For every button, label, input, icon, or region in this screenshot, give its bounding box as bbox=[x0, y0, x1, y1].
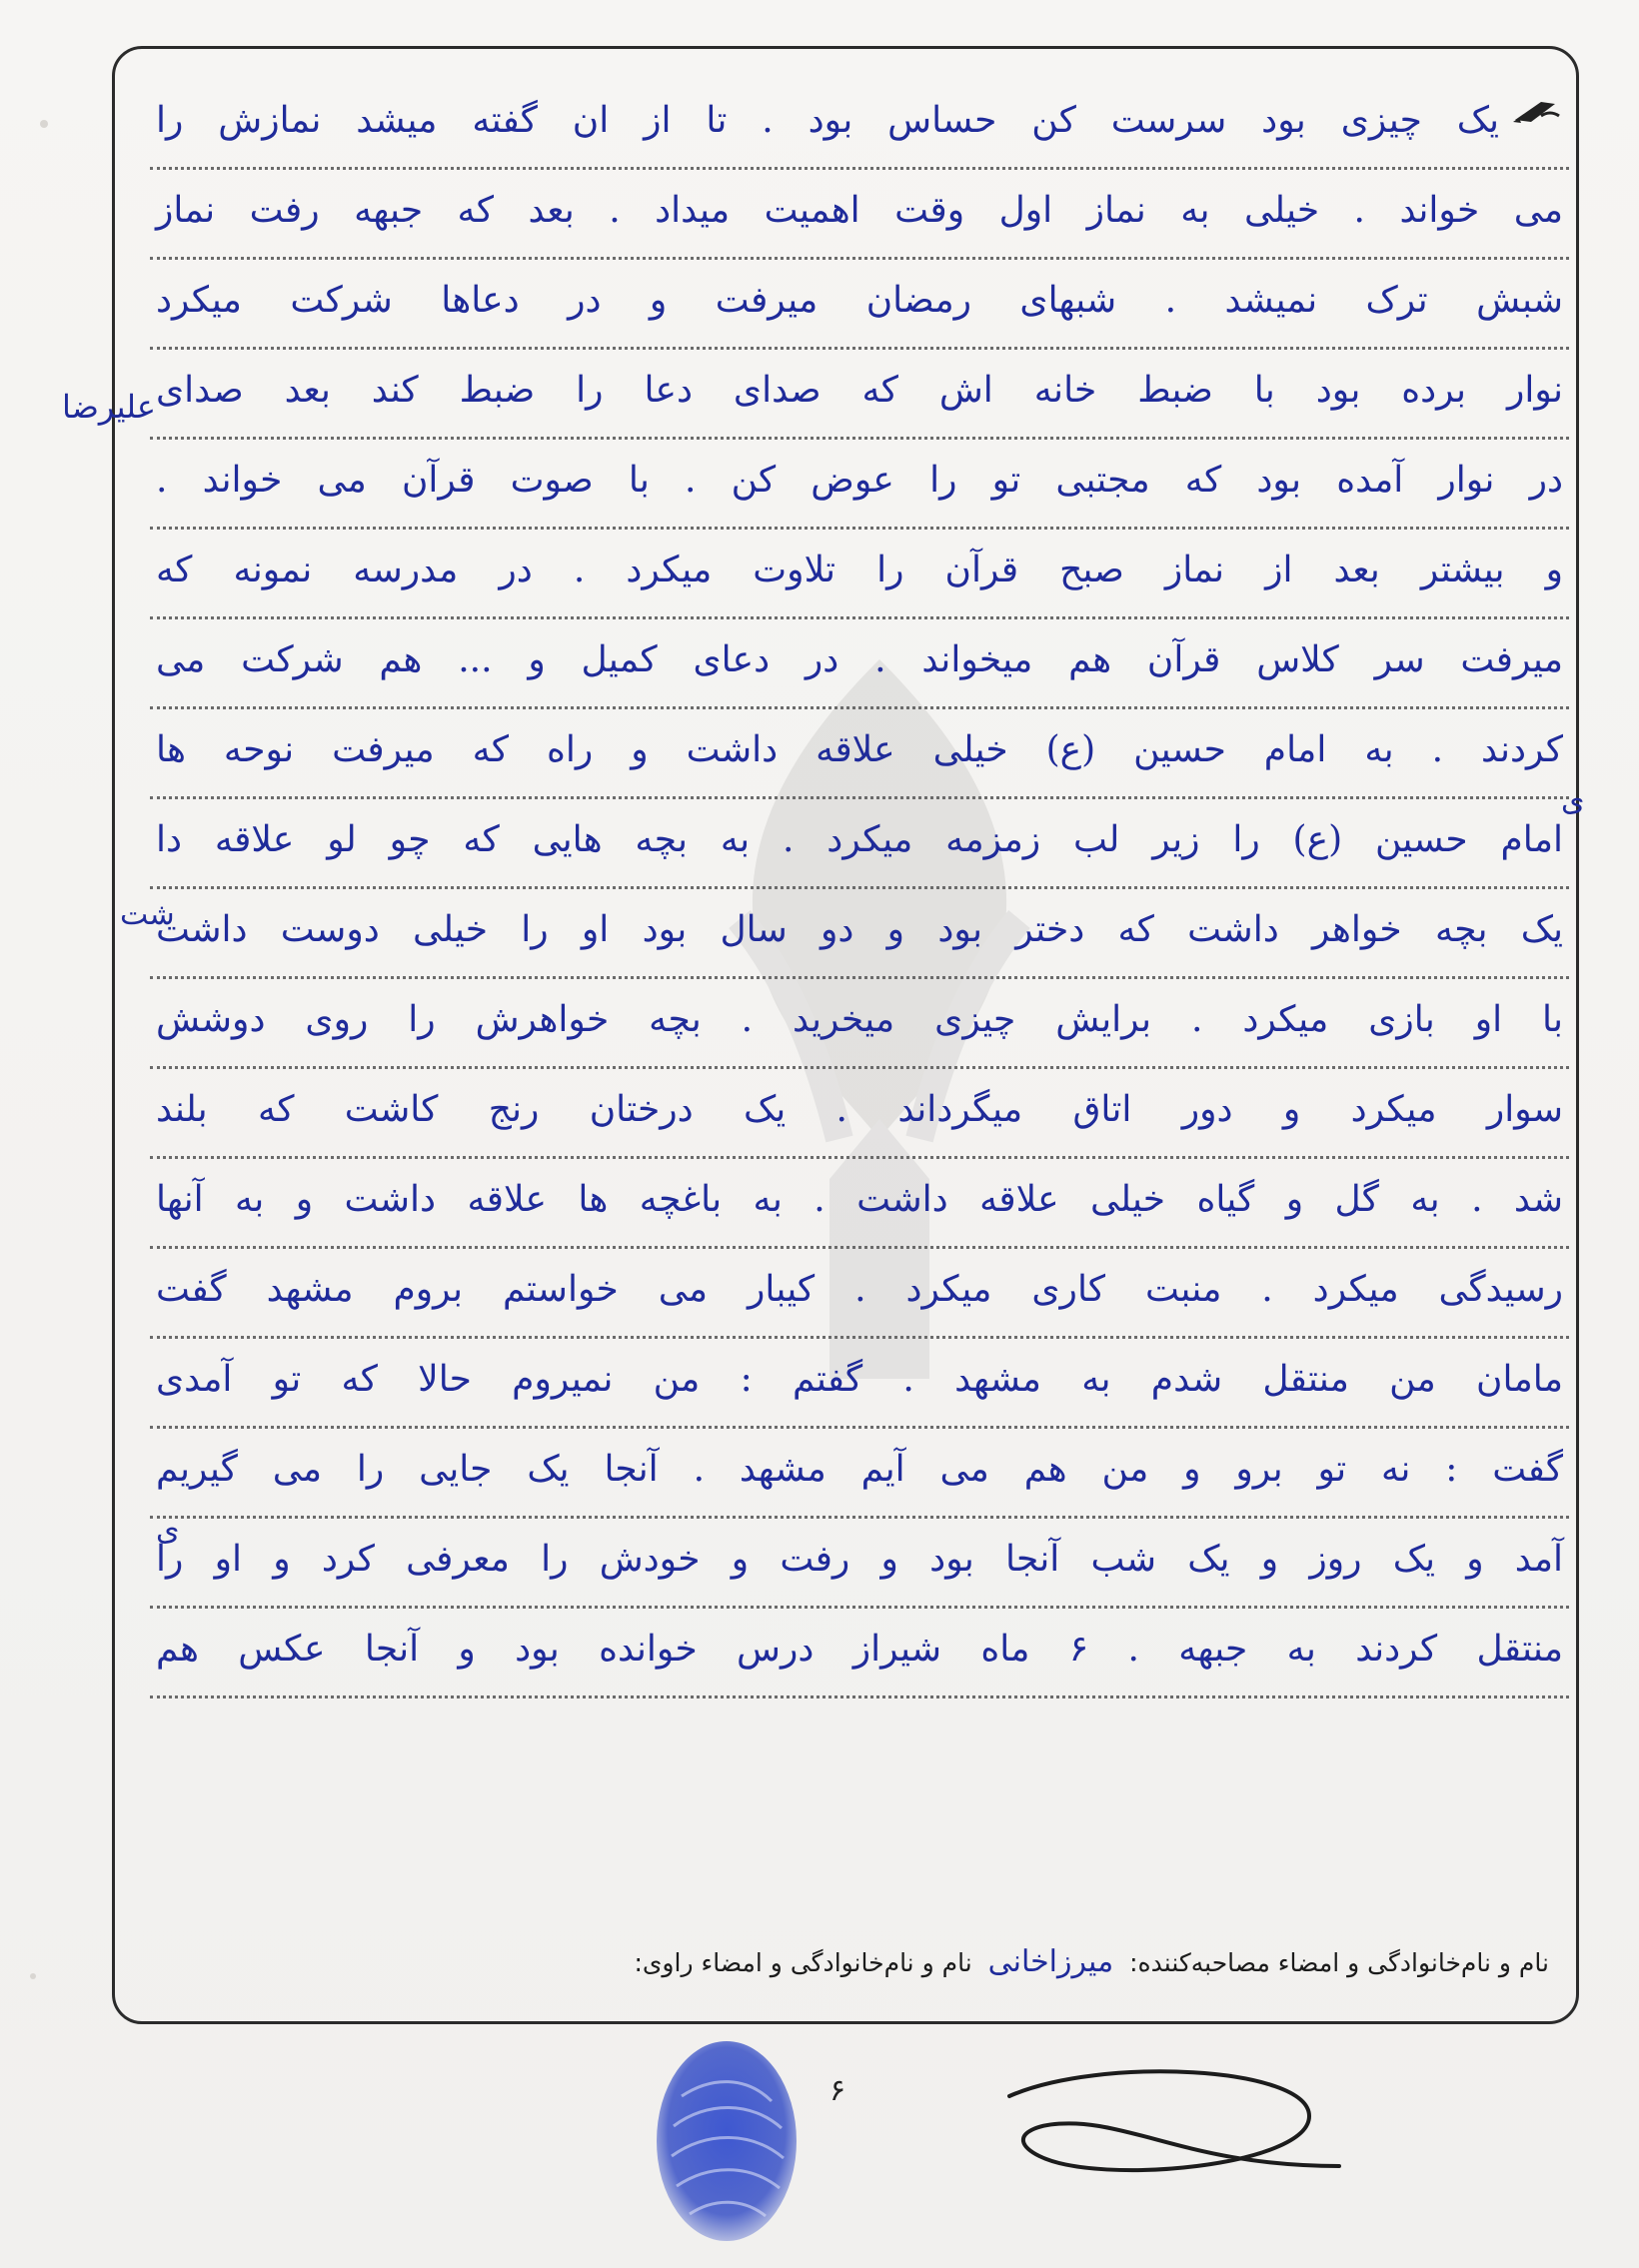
text-line: یک بچه خواهر داشت که دختر بود و دو سال بود او را خیلی دوست داشت bbox=[150, 889, 1569, 979]
paper-speck bbox=[40, 120, 48, 128]
text-line: آمد و یک روز و یک شب آنجا بود و رفت و خودش را معرفی کرد و او را bbox=[150, 1519, 1569, 1609]
text-line: شبش ترک نمیشد . شبهای رمضان میرفت و در دعاها شرکت میکرد bbox=[150, 260, 1569, 350]
page-number: ۶ bbox=[829, 2073, 846, 2108]
footer-signature-labels bbox=[634, 1944, 1549, 1979]
text-line: میرفت سر کلاس قرآن هم میخواند . در دعای کمیل و ... هم شرکت می bbox=[150, 619, 1569, 709]
fingerprint bbox=[652, 2036, 802, 2251]
text-line: و بیشتر بعد از نماز صبح قرآن را تلاوت میکرد . در مدرسه نمونه که bbox=[150, 530, 1569, 619]
text-line: مامان من منتقل شدم به مشهد . گفتم : من نمیروم حالا که تو آمدی bbox=[150, 1339, 1569, 1429]
signature bbox=[979, 2056, 1359, 2196]
text-line: در نوار آمده بود که مجتبی تو را عوض کن . با صوت قرآن می خواند . bbox=[150, 440, 1569, 530]
text-line: رسیدگی میکرد . منبت کاری میکرد . کیبار می خواستم بروم مشهد گفت bbox=[150, 1249, 1569, 1339]
text-line: سوار میکرد و دور اتاق میگرداند . یک درختان رنج کاشت که بلند bbox=[150, 1069, 1569, 1159]
text-line: می خواند . خیلی به نماز اول وقت اهمیت میداد . بعد که جبهه رفت نماز bbox=[150, 170, 1569, 260]
text-line: یک چیزی بود سرست کن حساس بود . تا از ان گفته میشد نمازش را bbox=[150, 80, 1569, 170]
text-line: کردند . به امام حسین (ع) خیلی علاقه داشت و راه که میرفت نوحه ها bbox=[150, 709, 1569, 799]
text-line: شد . به گل و گیاه خیلی علاقه داشت . به باغچه ها علاقه داشت و به آنها bbox=[150, 1159, 1569, 1249]
margin-note: ی bbox=[1561, 783, 1585, 818]
handwritten-lines bbox=[150, 80, 1569, 1699]
margin-note: شت bbox=[120, 897, 175, 932]
paper-speck bbox=[30, 1973, 36, 1979]
text-line: با او بازی میکرد . برایش چیزی میخرید . بچه خواهرش را روی دوشش bbox=[150, 979, 1569, 1069]
text-line: منتقل کردند به جبهه . ۶ ماه شیراز درس خوانده بود و آنجا عکس هم bbox=[150, 1609, 1569, 1699]
margin-note: علیرضا bbox=[62, 388, 156, 426]
text-line: گفت : نه تو برو و من هم می آیم مشهد . آنجا یک جایی را می گیریم bbox=[150, 1429, 1569, 1519]
text-line: نوار برده بود با ضبط خانه اش که صدای دعا را ضبط کند بعد صدای bbox=[150, 350, 1569, 440]
margin-note: ی bbox=[156, 1513, 180, 1548]
interviewer-name: میرزاخانی bbox=[987, 1944, 1114, 1979]
interviewer-label: نام و نام‌خانوادگی و امضاء مصاحبه‌کننده: bbox=[1129, 1948, 1549, 1977]
narrator-label: نام و نام‌خانوادگی و امضاء راوی: bbox=[634, 1948, 972, 1977]
text-line: امام حسین (ع) را زیر لب زمزمه میکرد . به بچه هایی که چو لو علاقه دا bbox=[150, 799, 1569, 889]
